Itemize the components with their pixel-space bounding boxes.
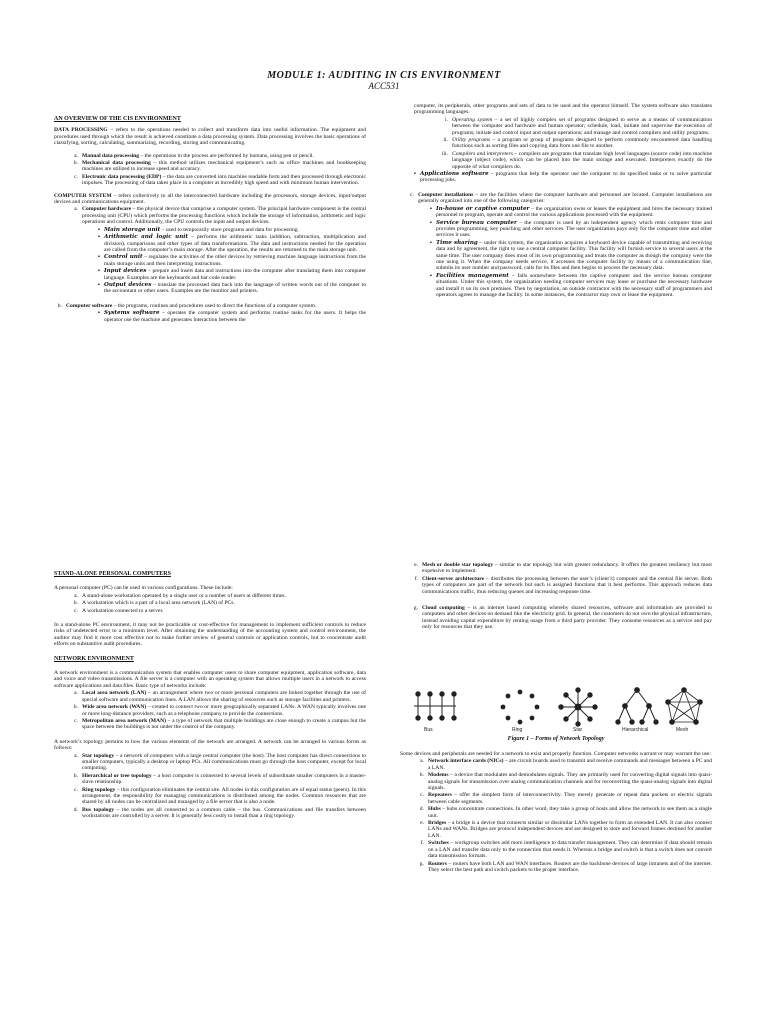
list-item-term: Facilities management (435, 272, 509, 279)
computer-system-term: COMPUTER SYSTEM (54, 192, 112, 199)
list-item-text: – regulates the activities of the other devices by retrieving machine language instructions from the main storage units and then interpreting instructions. (103, 254, 366, 267)
list-marker: b. (73, 772, 78, 779)
list-item-text: – under this system, the organization acquires a keyboard device capable of transmitting and receiving data and by agreement, the right to use a central computer facility. This facility will furnish service to several users at the same time. The user company does most of its own programming and treats the computer as though the company were the one using it. When the company needs service, it accesses the computer facility by means of a communication line, submits its user number and password, calls for its files and then begins to process the necessary data. (435, 239, 712, 272)
list-marker: d. (73, 806, 78, 813)
list-marker: e. (414, 562, 418, 568)
list-item-text: – a set of highly complex set of programs designed to serve as a means of communication between the computer and hardware and human operator; schedule, load, initiate and supervise the execution of programs; initiate and control input and output operations; and manage and control compilers and utility programs. (452, 116, 712, 136)
list-marker: g. (413, 605, 418, 612)
software-text: – the programs, routines and procedures used to direct the functions of a computer system. (112, 302, 317, 309)
list-item-term: Modems (428, 772, 449, 779)
data-processing-list (68, 153, 366, 187)
figure-label-hierarchical: Hierarchical (622, 727, 649, 732)
list-marker: ▪ (430, 205, 432, 212)
list-item-text: – is an internet based computing whereby shared resources, software and information are provided to computers and other devices on demand like the electricity grid. In general, the customers do not own the physical infrastructure, instead avoiding capital expenditure by renting usage from a third party provider. They consume resources as a service and pay only for resources that they use. (422, 605, 712, 631)
list-marker: ▪ (430, 272, 432, 279)
list-item (434, 137, 712, 150)
list-item (68, 690, 366, 703)
list-item-text: – compilers are programs that translate high level languages (source code) into machine language (object code), which can be placed into the main storage and executed. Interpreters exactly do the opposite of what compilers do. (452, 150, 712, 170)
list-item-term: Mesh or double star topology (422, 562, 494, 568)
figure-label-ring: Ring (512, 727, 523, 732)
list-item-term: Main storage unit (103, 226, 161, 233)
list-item-term: Service bureau computer (435, 219, 517, 226)
list-item-term: Hierarchical or tree topology (82, 772, 152, 779)
computer-installations-text: – are the facilities where the computer hardware and personnel are located. Computer installations are generally organized into one of the following categories: (418, 191, 712, 205)
list-item-text: – hubs concentrate connections. In other word, they take a group of hosts and allow the network to see them as a single unit. (428, 806, 712, 819)
network-topology-figure (412, 678, 708, 732)
list-item (98, 234, 366, 253)
devices-column (400, 751, 712, 874)
list-item-term: Star topology (82, 752, 115, 759)
list-marker: iii. (441, 150, 448, 157)
list-item-text: – performs the arithmetic tasks (addition, subtraction, multiplication and division), comparisons and other types of data transformations. The data and instructions needed for the operation are called from the computer’s main storage. After the operation, the results are returned to the main storage unit. (103, 234, 366, 253)
list-item (68, 153, 366, 159)
systems-software-text: – operates the computer system and performs routine tasks for the users. It helps the operator use the machine and generates interaction between the (103, 310, 366, 323)
list-marker: ▪ (98, 268, 100, 275)
list-item-text: – a bridge is a device that connects similar or dissimilar LANs together to form an extended LAN. It can also connect LANs and WANs. Bridges are protocol independent devices and are designed to store and forward frames destined for another LAN. (428, 820, 712, 839)
list-item-text: – this configuration eliminates the central site. All nodes in this configuration are of equal status (peers). In this arrangement, the responsibility for managing communications is distributed among the nodes. Common resources that are shared by all nodes can be centralized and managed by a file server that is also a node. (82, 786, 366, 806)
list-marker: c. (74, 607, 78, 614)
list-item-term: Mechanical data processing (82, 160, 151, 167)
list-item (414, 758, 712, 771)
list-item-text: A workstation which is a part of a local area network (LAN) of PCs. (82, 600, 235, 607)
list-item-text: – routers have both LAN and WAN interfaces. Routers are the backbone devices of large intranets and of the internet. They select the best path and switch packets to the proper interface. (428, 860, 712, 873)
list-item-text: – created to connect two or more geographically separated LANs. A WAN typically involves one or more long-distance providers, such as a telephone company to provide the connections. (82, 704, 366, 717)
list-marker: a. (74, 592, 78, 599)
right-bottom-column (400, 562, 712, 632)
list-item-text: – offer the simplest form of interconnectivity. They merely generate or repeat data packets or electric signals between cable segments. (428, 792, 712, 805)
list-item (430, 273, 712, 299)
list-marker: a. (74, 690, 78, 697)
list-item (68, 807, 366, 820)
hierarchical-topology-diagram (616, 688, 658, 725)
list-item-term: Utility programs (452, 137, 491, 144)
hardware-text: – the physical device that comprise a computer system. The principal hardware component is the central processing unit (CPU) which performs the processing functions which include the storage of information, arithmetic and logic operations and control. Additionally, the CPU controls the input and output devices. (82, 206, 367, 226)
list-item-term: Switches (428, 840, 449, 847)
list-marker: g. (419, 860, 424, 867)
hardware-item: a. Computer hardware – the physical device that comprise a computer system. The principal hardware component is the central processing unit (CPU) which performs the processing functions which include the storage of information, arithmetic and logic operations and control. Additionally, the CPU controls the input and output devices. (74, 206, 367, 226)
list-marker: ▪ (98, 254, 100, 261)
list-item (68, 593, 366, 599)
list-item-text: – the data are converted into machine readable form and then processed through electronic impulses. The processing of data takes place in a computer at incredibly high speed and with minimum human intervention. (82, 173, 367, 187)
list-item-term: Hubs (428, 806, 441, 813)
list-item-term: Cloud computing (422, 605, 465, 612)
systems-software-continued: computer, its peripherals, other programs and sets of data to be used and the operator himself. The system software also translates programming languages. (414, 103, 712, 116)
standalone-paragraph: In a stand-alone PC environment, it may not be practicable or cost-effective for management to implement sufficient controls to reduce risks of undetected error to a minimum level. After obtaining the understanding of the accounting system and control environment, the auditor may find it more cost effective not to make further review of general controls or application controls, but to concentrate audit efforts on substantive audit procedures. (54, 622, 366, 648)
list-item-text: – used to temporarily store programs and data for processing. (160, 226, 299, 233)
list-item-term: Local area network (LAN) (82, 690, 147, 697)
list-item-text: – translate the processed data back into the language of written words out of the computer to the accountant or other users. Examples are the monitor and printers. (103, 281, 366, 295)
computer-installations-term: Computer installations (418, 191, 474, 198)
figure-label-bus: Bus (424, 727, 433, 732)
topology-list-right (400, 562, 712, 631)
devices-list (414, 758, 712, 873)
list-item-text: – similar to star topology but with greater redundancy. It offers the greatest resiliency but most expensive to implement. (422, 562, 712, 575)
topology-list-left (68, 753, 366, 820)
list-item-text: – are circuit boards used to transmit and receive commands and messages between a PC and a LAN. (428, 758, 712, 771)
systems-software-list (434, 117, 712, 170)
list-marker: f. (414, 575, 418, 582)
list-item (414, 772, 712, 791)
list-item (414, 806, 712, 819)
list-item-text: – distributes the processing between the user’s (client’s) computer and the central file server. Both types of computers are part of the network but each is assigned functions that it best performs. This approach reduces data communications traffic, thus reducing queues and increasing response time. (422, 575, 712, 595)
bus-topology-diagram (414, 692, 456, 720)
systems-software-term: Systems software (103, 310, 160, 317)
list-item-text: – a host computer is connected to several levels of subordinate smaller computers in a master-slave relationship. (82, 772, 366, 786)
list-item (98, 227, 366, 233)
list-item-text: – a type of network that multiple buildings are close enough to create a campus but the space between the buildings is not under the control of the company. (82, 717, 366, 731)
list-item (430, 240, 712, 272)
list-item-text: – the organization owns or leases the equipment and hires the necessary trained personnel to program, operate and control the various applications processed with the equipment. (435, 205, 712, 219)
list-item (414, 820, 712, 839)
list-marker: ▪ (430, 239, 432, 246)
list-item-text: – an arrangement where two or more personal computers are linked together through the use of special software and communication lines. A LAN allows the sharing of resources such as storage facilities and printers. (82, 690, 366, 703)
ring-topology-diagram (501, 690, 540, 725)
list-item-term: Network interface cards (NICs) (428, 758, 504, 765)
list-item-text: – a program or group of programs designed to perform commonly encountered data handling functions such as sorting files and copying data from one file to another. (452, 137, 712, 150)
list-marker: d. (419, 806, 424, 813)
list-item-term: In-house or captive computer (435, 205, 530, 212)
list-item (414, 861, 712, 874)
list-marker: e. (420, 820, 424, 827)
list-item (68, 773, 366, 786)
systems-software-item: ▪ Systems software – operates the computer system and performs routine tasks for the users. It helps the operator use the machine and generates interaction between the (98, 310, 366, 323)
hardware-term: Computer hardware (82, 206, 132, 213)
list-item (400, 605, 712, 631)
hardware-list (98, 227, 366, 295)
list-item (68, 787, 366, 806)
list-item-text: – workgroup switches add more intelligence to data transfer management. They can determine if data should remain on a LAN and transfer data only to the connection that needs it. Whereas a bridge and switch is that a switch does not convert data transmission formats. (428, 840, 712, 860)
list-item-term: Input devices (103, 268, 147, 275)
list-item-text: – this method utilizes mechanical equipment’s such as office machines and bookkeeping machines are utilized to increase speed and accuracy. (82, 160, 367, 173)
list-item (434, 117, 712, 136)
section-heading-network: NETWORK ENVIRONMENT (54, 655, 134, 662)
list-item-text: – the nodes are all connected to a common cable – the bus. Communications and file transfers between workstations are controlled by a server. It is generally less costly to install than a ring topology. (82, 806, 366, 820)
list-item (98, 268, 366, 281)
list-item-text: – the operations in the process are performed by humans, using pen or pencil. (139, 152, 315, 159)
list-item-term: Bridges (428, 820, 447, 827)
list-item (434, 151, 712, 170)
list-marker: ii. (443, 137, 448, 144)
network-types-list (68, 690, 366, 730)
list-item (414, 792, 712, 805)
figure-label-star: Star (573, 727, 583, 732)
list-item-text: – the computer is used by an independent agency which rents computer time and provides programming, key punching and other services. The user organization pays only for the computer time and other services it uses. (435, 219, 712, 239)
list-item-term: Routers (428, 860, 447, 867)
star-topology-diagram (559, 688, 597, 726)
standalone-intro: A personal computer (PC) can be used in various configurations. These include: (54, 585, 233, 592)
list-item (68, 160, 366, 173)
left-bottom-column (54, 571, 366, 821)
list-item-term: Time sharing (435, 239, 478, 246)
list-item-term: Wide area network (WAN) (82, 704, 147, 711)
list-marker: f. (420, 840, 424, 847)
list-item (430, 220, 712, 239)
list-item-text: A workstation connected to a server. (82, 607, 164, 614)
list-item-term: Repeaters (428, 792, 452, 799)
computer-installations-list (430, 206, 712, 299)
list-marker: b. (73, 704, 78, 711)
list-item-term: Bus topology (82, 806, 115, 813)
standalone-list (68, 593, 366, 614)
list-item-term: Client-server architecture (422, 575, 485, 582)
list-marker: ▪ (98, 281, 100, 288)
section-heading-overview: AN OVERVIEW OF THE CIS ENVIRONMENT (54, 116, 181, 122)
list-marker: ▪ (430, 219, 432, 226)
list-item (68, 704, 366, 717)
list-marker: c. (74, 717, 78, 724)
list-item (400, 562, 712, 575)
list-marker: c. (74, 786, 78, 793)
list-item-text: – prepare and insert data and instructions into the computer after translating them into computer language. Examples are the keyboards and bar code reader. (103, 268, 366, 281)
list-marker: a. (74, 152, 78, 159)
list-marker: b. (419, 772, 424, 779)
applications-software-term: Applications software (419, 171, 489, 178)
list-item-term: Operating system (452, 116, 493, 123)
course-code: ACC531 (368, 81, 400, 91)
list-item (98, 254, 366, 267)
right-top-column (400, 103, 712, 299)
devices-intro: Some devices and peripherals are needed for a network to exist and properly function. Computer networks warrant or may warrant the use: (400, 751, 711, 757)
figure-caption: Figure 1 – Forms of Network Topology (507, 736, 605, 742)
data-processing-term: DATA PROCESSING (54, 127, 108, 134)
network-intro: A network environment is a communication system that enables computer users to share computer equipment, application software, data and voice and video transmissions. A file server is a computer with an operating system that allows multiple users in a network to access software applications and data files. Basic type of networks include: (54, 670, 366, 689)
list-item-text: – a device that modulates and demodulates signals. They are primarily used for converting digital signals into quasi-analog signals for transmission over analog communication channels and for reconverting the quasi-analog signals into digital signals. (428, 772, 712, 792)
list-item (68, 600, 366, 606)
topology-intro: A network’s topology pertains to how the various elements of the network are arranged. A network can be arranged in various forms as follows: (54, 738, 366, 752)
list-item-term: Control unit (103, 254, 143, 261)
software-term: Computer software (66, 302, 113, 309)
data-processing-text: – refers to the operations needed to collect and transform data into useful information. The equipment and procedures used through which the result is achieved constitute a data processing system. Data processing involves the basic operations of classifying, sorting, calculating, summarizing, recording, storing and communicating. (54, 127, 366, 147)
list-marker: ▪ (98, 234, 100, 241)
list-marker: b. (73, 160, 78, 167)
list-marker: a. (74, 752, 78, 759)
section-heading-standalone: STAND-ALONE PERSONAL COMPUTERS (54, 571, 171, 577)
mesh-topology-diagram (666, 688, 703, 725)
list-item (68, 718, 366, 731)
list-marker: ▪ (98, 226, 100, 233)
list-item-term: Manual data processing (82, 152, 140, 159)
list-marker: c. (74, 173, 78, 180)
list-item (98, 282, 366, 295)
list-item (68, 753, 366, 772)
data-processing-paragraph (54, 127, 366, 146)
list-item-term: Electronic data processing (EDP) (82, 173, 162, 180)
list-item (400, 576, 712, 595)
computer-installations-item: c. Computer installations – are the facilities where the computer hardware and personnel are located. Computer installations are generally organized into one of the following categories: (410, 191, 712, 205)
left-top-column (54, 116, 366, 324)
list-item (68, 174, 366, 187)
list-item (414, 840, 712, 859)
list-marker: b. (73, 600, 78, 607)
software-item: b. Computer software – the programs, routines and procedures used to direct the functions of a computer system. (57, 302, 317, 309)
list-item-term: Metropolitan area network (MAN) (82, 717, 166, 724)
list-item-text: – falls somewhere between the captive computer and the service bureau computer situations. Under this system, the organization needing computer services may lease or purchase the necessary hardware and install it on its own premises. Then by negotiation, an outside contractor with the necessary staff of programmers and operators agrees to manage the facility. In some instances, the contractor may own or lease the equipment. (435, 272, 712, 298)
list-item-text: A stand-alone workstation operated by a single user or a number of users at different times. (82, 592, 287, 599)
computer-system-paragraph (54, 193, 366, 206)
list-item (68, 608, 366, 614)
computer-system-text: – refers collectively to all the interconnected hardware including the processors, storage devices, input/output devices and communications equipment. (54, 192, 366, 206)
list-item-term: Arithmetic and logic unit (103, 234, 189, 241)
list-item-term: Output devices (103, 281, 152, 288)
list-item-text: – a network of computers with a large central computer (the host). The host computer has direct connections to smaller computers, typically a desktop or laptop PCs. All communications must go through the host computer, except for local computing. (82, 752, 366, 772)
list-marker: a. (420, 758, 424, 765)
list-item-term: Compilers and interpreters (452, 150, 513, 157)
list-marker: i. (445, 116, 448, 123)
list-marker: c. (420, 792, 424, 799)
list-item (430, 206, 712, 219)
list-item-term: Ring topology (82, 786, 116, 793)
applications-software-text: – programs that help the operator use the computer to do specified tasks or to solve particular processing jobs. (419, 171, 712, 184)
applications-software-item: ▪ Applications software – programs that help the operator use the computer to do specified tasks or to solve particular processing jobs. (414, 171, 712, 184)
figure-label-mesh: Mesh (676, 727, 689, 732)
module-title: MODULE 1: AUDITING IN CIS ENVIRONMENT (267, 70, 501, 81)
